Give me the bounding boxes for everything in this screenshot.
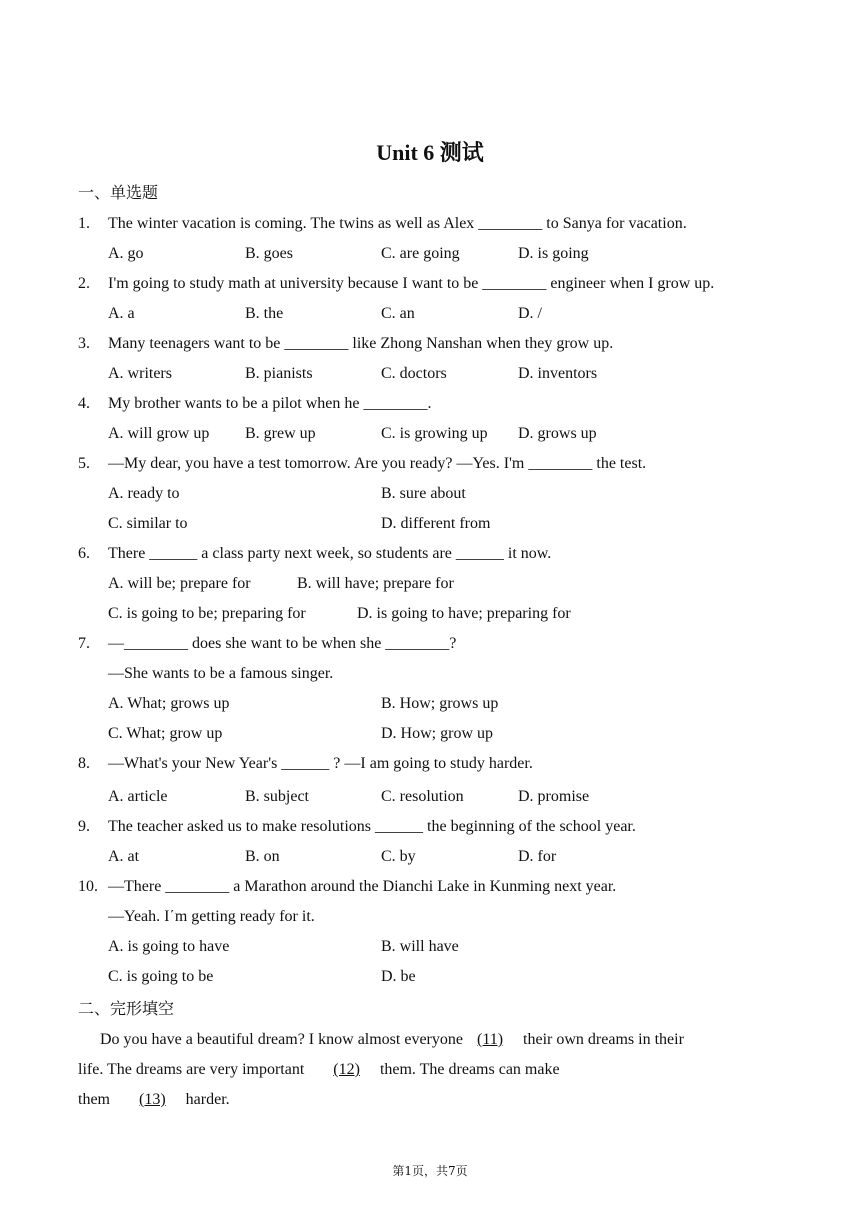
question-number: 2. bbox=[78, 275, 90, 292]
question-stem: —There ________ a Marathon around the Dianchi Lake in Kunming next year. bbox=[108, 878, 617, 895]
option-b: B. goes bbox=[245, 245, 293, 262]
option-d: D. inventors bbox=[518, 365, 598, 382]
question-number: 1. bbox=[78, 215, 90, 232]
question-stem: —My dear, you have a test tomorrow. Are you ready? —Yes. I'm ________ the test. bbox=[108, 455, 647, 472]
question-stem: There ______ a class party next week, so students are ______ it now. bbox=[108, 545, 552, 562]
question-number: 6. bbox=[78, 545, 90, 562]
blank-13: (13) bbox=[139, 1091, 166, 1108]
option-b: B. will have bbox=[381, 938, 459, 955]
option-b: B. How; grows up bbox=[381, 695, 499, 712]
option-c: C. similar to bbox=[108, 515, 188, 532]
question-number: 8. bbox=[78, 755, 90, 772]
section-heading-cloze: 二、完形填空 bbox=[78, 999, 175, 1018]
blank-11: (11) bbox=[476, 1031, 504, 1048]
option-d: D. promise bbox=[518, 788, 590, 805]
option-b: B. the bbox=[245, 305, 284, 322]
question-number: 5. bbox=[78, 455, 90, 472]
question-number: 4. bbox=[78, 395, 90, 412]
question-stem-reply: —Yeah. I΄m getting ready for it. bbox=[108, 908, 315, 925]
option-d: D. grows up bbox=[518, 425, 597, 442]
question-stem: The teacher asked us to make resolutions ______ the beginning of the school year. bbox=[108, 818, 636, 835]
passage-line-2 bbox=[78, 1060, 560, 1080]
section-heading-single-choice: 一、单选题 bbox=[78, 183, 159, 202]
option-b: B. grew up bbox=[245, 425, 316, 442]
question-stem: I'm going to study math at university because I want to be ________ engineer when I grow up. bbox=[108, 275, 715, 292]
passage-text: them. The dreams can make bbox=[379, 1061, 560, 1078]
page-title: Unit 6 测试 bbox=[376, 140, 484, 165]
passage-text: their own dreams in their bbox=[523, 1031, 684, 1048]
page-footer: 第1页，共7页 bbox=[392, 1164, 468, 1178]
option-b: B. pianists bbox=[245, 365, 313, 382]
blank-12: (12) bbox=[333, 1061, 360, 1078]
option-d: D. for bbox=[518, 848, 557, 865]
question-stem: The winter vacation is coming. The twins as well as Alex ________ to Sanya for vacation. bbox=[108, 215, 687, 232]
option-c: C. doctors bbox=[381, 365, 447, 382]
option-c: C. is going to be bbox=[108, 968, 214, 985]
option-a: A. at bbox=[108, 848, 140, 865]
option-c: C. What; grow up bbox=[108, 725, 223, 742]
question-number: 3. bbox=[78, 335, 90, 352]
option-d: D. / bbox=[518, 305, 542, 322]
question-number: 10. bbox=[78, 878, 98, 895]
option-b: B. sure about bbox=[381, 485, 466, 502]
passage-text: them bbox=[78, 1091, 114, 1108]
option-d: D. How; grow up bbox=[381, 725, 493, 742]
option-a: A. will be; prepare for bbox=[108, 575, 251, 592]
question-stem: —________ does she want to be when she ________? bbox=[108, 635, 457, 652]
question-number: 9. bbox=[78, 818, 90, 835]
option-d: D. be bbox=[381, 968, 416, 985]
option-c: C. is going to be; preparing for bbox=[108, 605, 306, 622]
passage-text: Do you have a beautiful dream? I know almost everyone bbox=[100, 1031, 467, 1048]
option-a: A. What; grows up bbox=[108, 695, 230, 712]
option-c: C. an bbox=[381, 305, 415, 322]
option-a: A. writers bbox=[108, 365, 172, 382]
option-c: C. is growing up bbox=[381, 425, 488, 442]
question-stem: Many teenagers want to be ________ like Zhong Nanshan when they grow up. bbox=[108, 335, 614, 352]
option-b: B. subject bbox=[245, 788, 309, 805]
option-b: B. on bbox=[245, 848, 280, 865]
option-a: A. ready to bbox=[108, 485, 180, 502]
option-c: C. by bbox=[381, 848, 416, 865]
option-c: C. are going bbox=[381, 245, 460, 262]
passage-line-3 bbox=[78, 1090, 230, 1110]
passage-text: life. The dreams are very important bbox=[78, 1061, 309, 1078]
option-a: A. article bbox=[108, 788, 168, 805]
option-a: A. will grow up bbox=[108, 425, 210, 442]
option-a: A. is going to have bbox=[108, 938, 230, 955]
option-a: A. go bbox=[108, 245, 144, 262]
question-number: 7. bbox=[78, 635, 90, 652]
passage-line-1 bbox=[100, 1030, 684, 1050]
question-stem: —What's your New Year's ______ ? —I am going to study harder. bbox=[108, 755, 533, 772]
option-a: A. a bbox=[108, 305, 135, 322]
option-c: C. resolution bbox=[381, 788, 464, 805]
option-d: D. different from bbox=[381, 515, 491, 532]
option-b: B. will have; prepare for bbox=[297, 575, 454, 592]
question-stem-reply: —She wants to be a famous singer. bbox=[108, 665, 334, 682]
option-d: D. is going to have; preparing for bbox=[357, 605, 571, 622]
question-stem: My brother wants to be a pilot when he ________. bbox=[108, 395, 432, 412]
passage-text: harder. bbox=[185, 1091, 230, 1108]
option-d: D. is going bbox=[518, 245, 589, 262]
